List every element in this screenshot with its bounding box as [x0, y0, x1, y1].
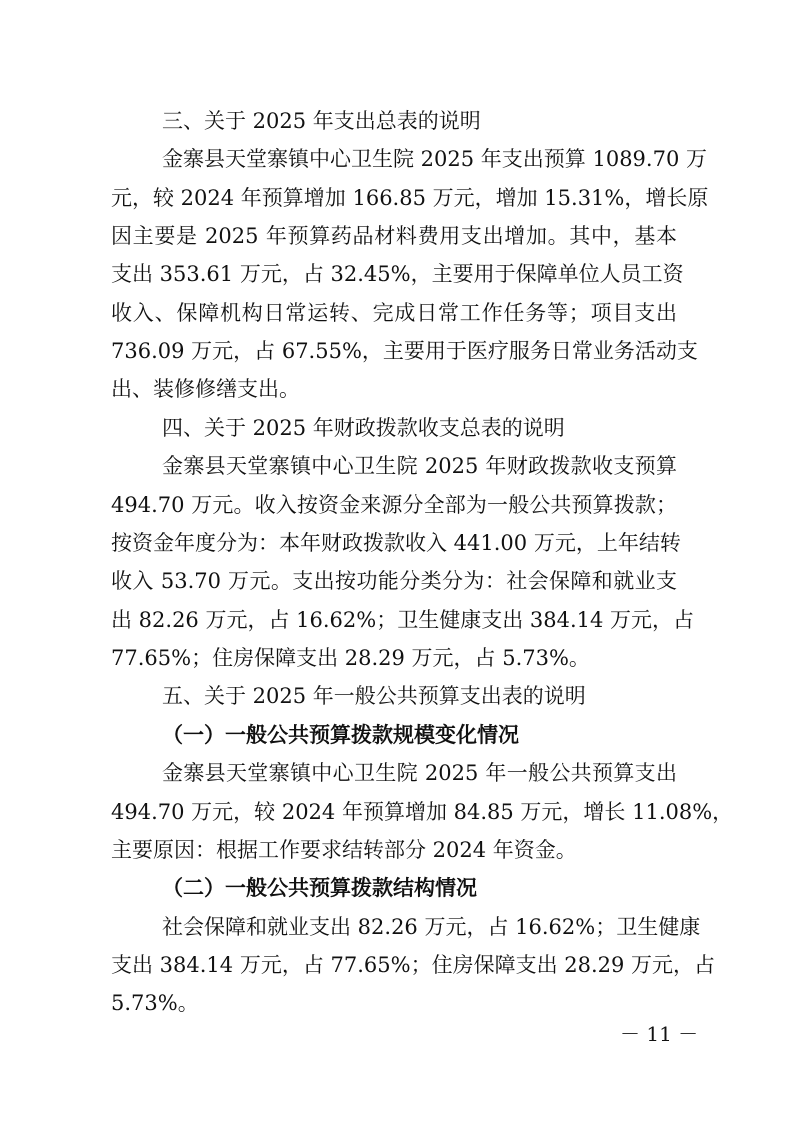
- section5-sub2-heading: （二）一般公共预算拨款结构情况: [162, 875, 477, 900]
- section5-sub2-line-3: 5.73%。: [111, 991, 199, 1015]
- section3-line-7: 出、装修修缮支出。: [111, 377, 300, 401]
- section4-line-2: 494.70 万元。收入按资金来源分全部为一般公共预算拨款；: [111, 493, 677, 517]
- section4-line-6: 77.65%；住房保障支出 28.29 万元，占 5.73%。: [111, 646, 590, 670]
- section4-line-3: 按资金年度分为：本年财政拨款收入 441.00 万元，上年结转: [111, 531, 681, 555]
- section3-line-6: 736.09 万元，占 67.55%，主要用于医疗服务日常业务活动支: [111, 339, 698, 363]
- section3-line-3: 因主要是 2025 年预算药品材料费用支出增加。其中，基本: [111, 224, 677, 248]
- section5-sub1-line-3: 主要原因：根据工作要求结转部分 2024 年资金。: [111, 838, 577, 862]
- section3-line-1: 金寨县天堂寨镇中心卫生院 2025 年支出预算 1089.70 万: [162, 147, 707, 171]
- section5-sub2-line-1: 社会保障和就业支出 82.26 万元，占 16.62%；卫生健康: [162, 915, 701, 939]
- section4-line-4: 收入 53.70 万元。支出按功能分类分为：社会保障和就业支: [111, 569, 677, 593]
- page-number: － 11 －: [620, 1022, 699, 1046]
- section5-sub2-line-2: 支出 384.14 万元，占 77.65%；住房保障支出 28.29 万元，占: [111, 953, 716, 977]
- section4-line-1: 金寨县天堂寨镇中心卫生院 2025 年财政拨款收支预算: [162, 454, 677, 478]
- section5-sub1-heading: （一）一般公共预算拨款规模变化情况: [162, 722, 519, 747]
- section4-line-5: 出 82.26 万元，占 16.62%；卫生健康支出 384.14 万元，占: [111, 608, 695, 632]
- section3-line-2: 元，较 2024 年预算增加 166.85 万元，增加 15.31%，增长原: [111, 186, 709, 210]
- section5-sub1-line-2: 494.70 万元，较 2024 年预算增加 84.85 万元，增长 11.08%，: [111, 800, 734, 824]
- section5-sub1-line-1: 金寨县天堂寨镇中心卫生院 2025 年一般公共预算支出: [162, 761, 677, 785]
- section3-line-4: 支出 353.61 万元，占 32.45%，主要用于保障单位人员工资: [111, 262, 684, 286]
- section4-heading: 四、关于 2025 年财政拨款收支总表的说明: [162, 416, 565, 440]
- section3-line-5: 收入、保障机构日常运转、完成日常工作任务等；项目支出: [111, 301, 677, 325]
- section3-heading: 三、关于 2025 年支出总表的说明: [162, 109, 481, 133]
- section5-heading: 五、关于 2025 年一般公共预算支出表的说明: [162, 684, 586, 708]
